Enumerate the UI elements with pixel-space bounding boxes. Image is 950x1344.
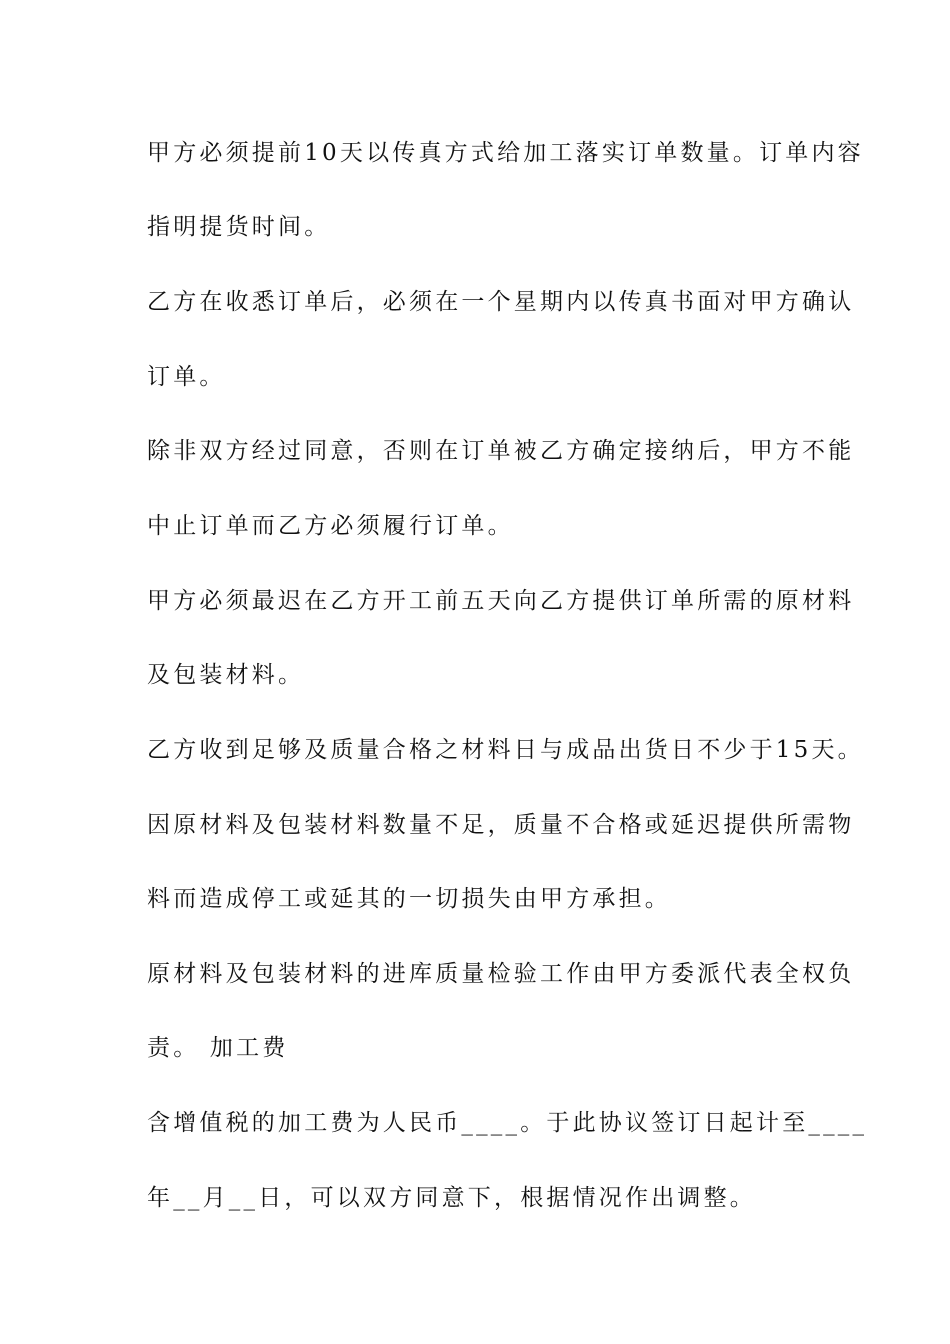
text-line: 乙方收到足够及质量合格之材料日与成品出货日不少于15天。 [147, 737, 864, 763]
text-line: 甲方必须提前10天以传真方式给加工落实订单数量。订单内容 [147, 140, 864, 166]
text-line: 及包装材料。 [147, 662, 305, 688]
text-line: 指明提货时间。 [147, 214, 331, 240]
text-line: 原材料及包装材料的进库质量检验工作由甲方委派代表全权负 [147, 961, 855, 987]
text-line: 乙方在收悉订单后，必须在一个星期内以传真书面对甲方确认 [147, 289, 855, 315]
text-line: 责。 加工费 [147, 1035, 289, 1061]
text-line: 年__月__日，可以双方同意下，根据情况作出调整。 [147, 1185, 756, 1211]
text-line: 含增值税的加工费为人民币____。于此协议签订日起计至____ [147, 1110, 868, 1136]
text-line: 订单。 [147, 364, 226, 390]
text-line: 甲方必须最迟在乙方开工前五天向乙方提供订单所需的原材料 [147, 588, 855, 614]
text-line: 除非双方经过同意，否则在订单被乙方确定接纳后，甲方不能 [147, 438, 855, 464]
text-line: 中止订单而乙方必须履行订单。 [147, 513, 514, 539]
text-line: 因原材料及包装材料数量不足，质量不合格或延迟提供所需物 [147, 812, 855, 838]
text-line: 料而造成停工或延其的一切损失由甲方承担。 [147, 886, 671, 912]
